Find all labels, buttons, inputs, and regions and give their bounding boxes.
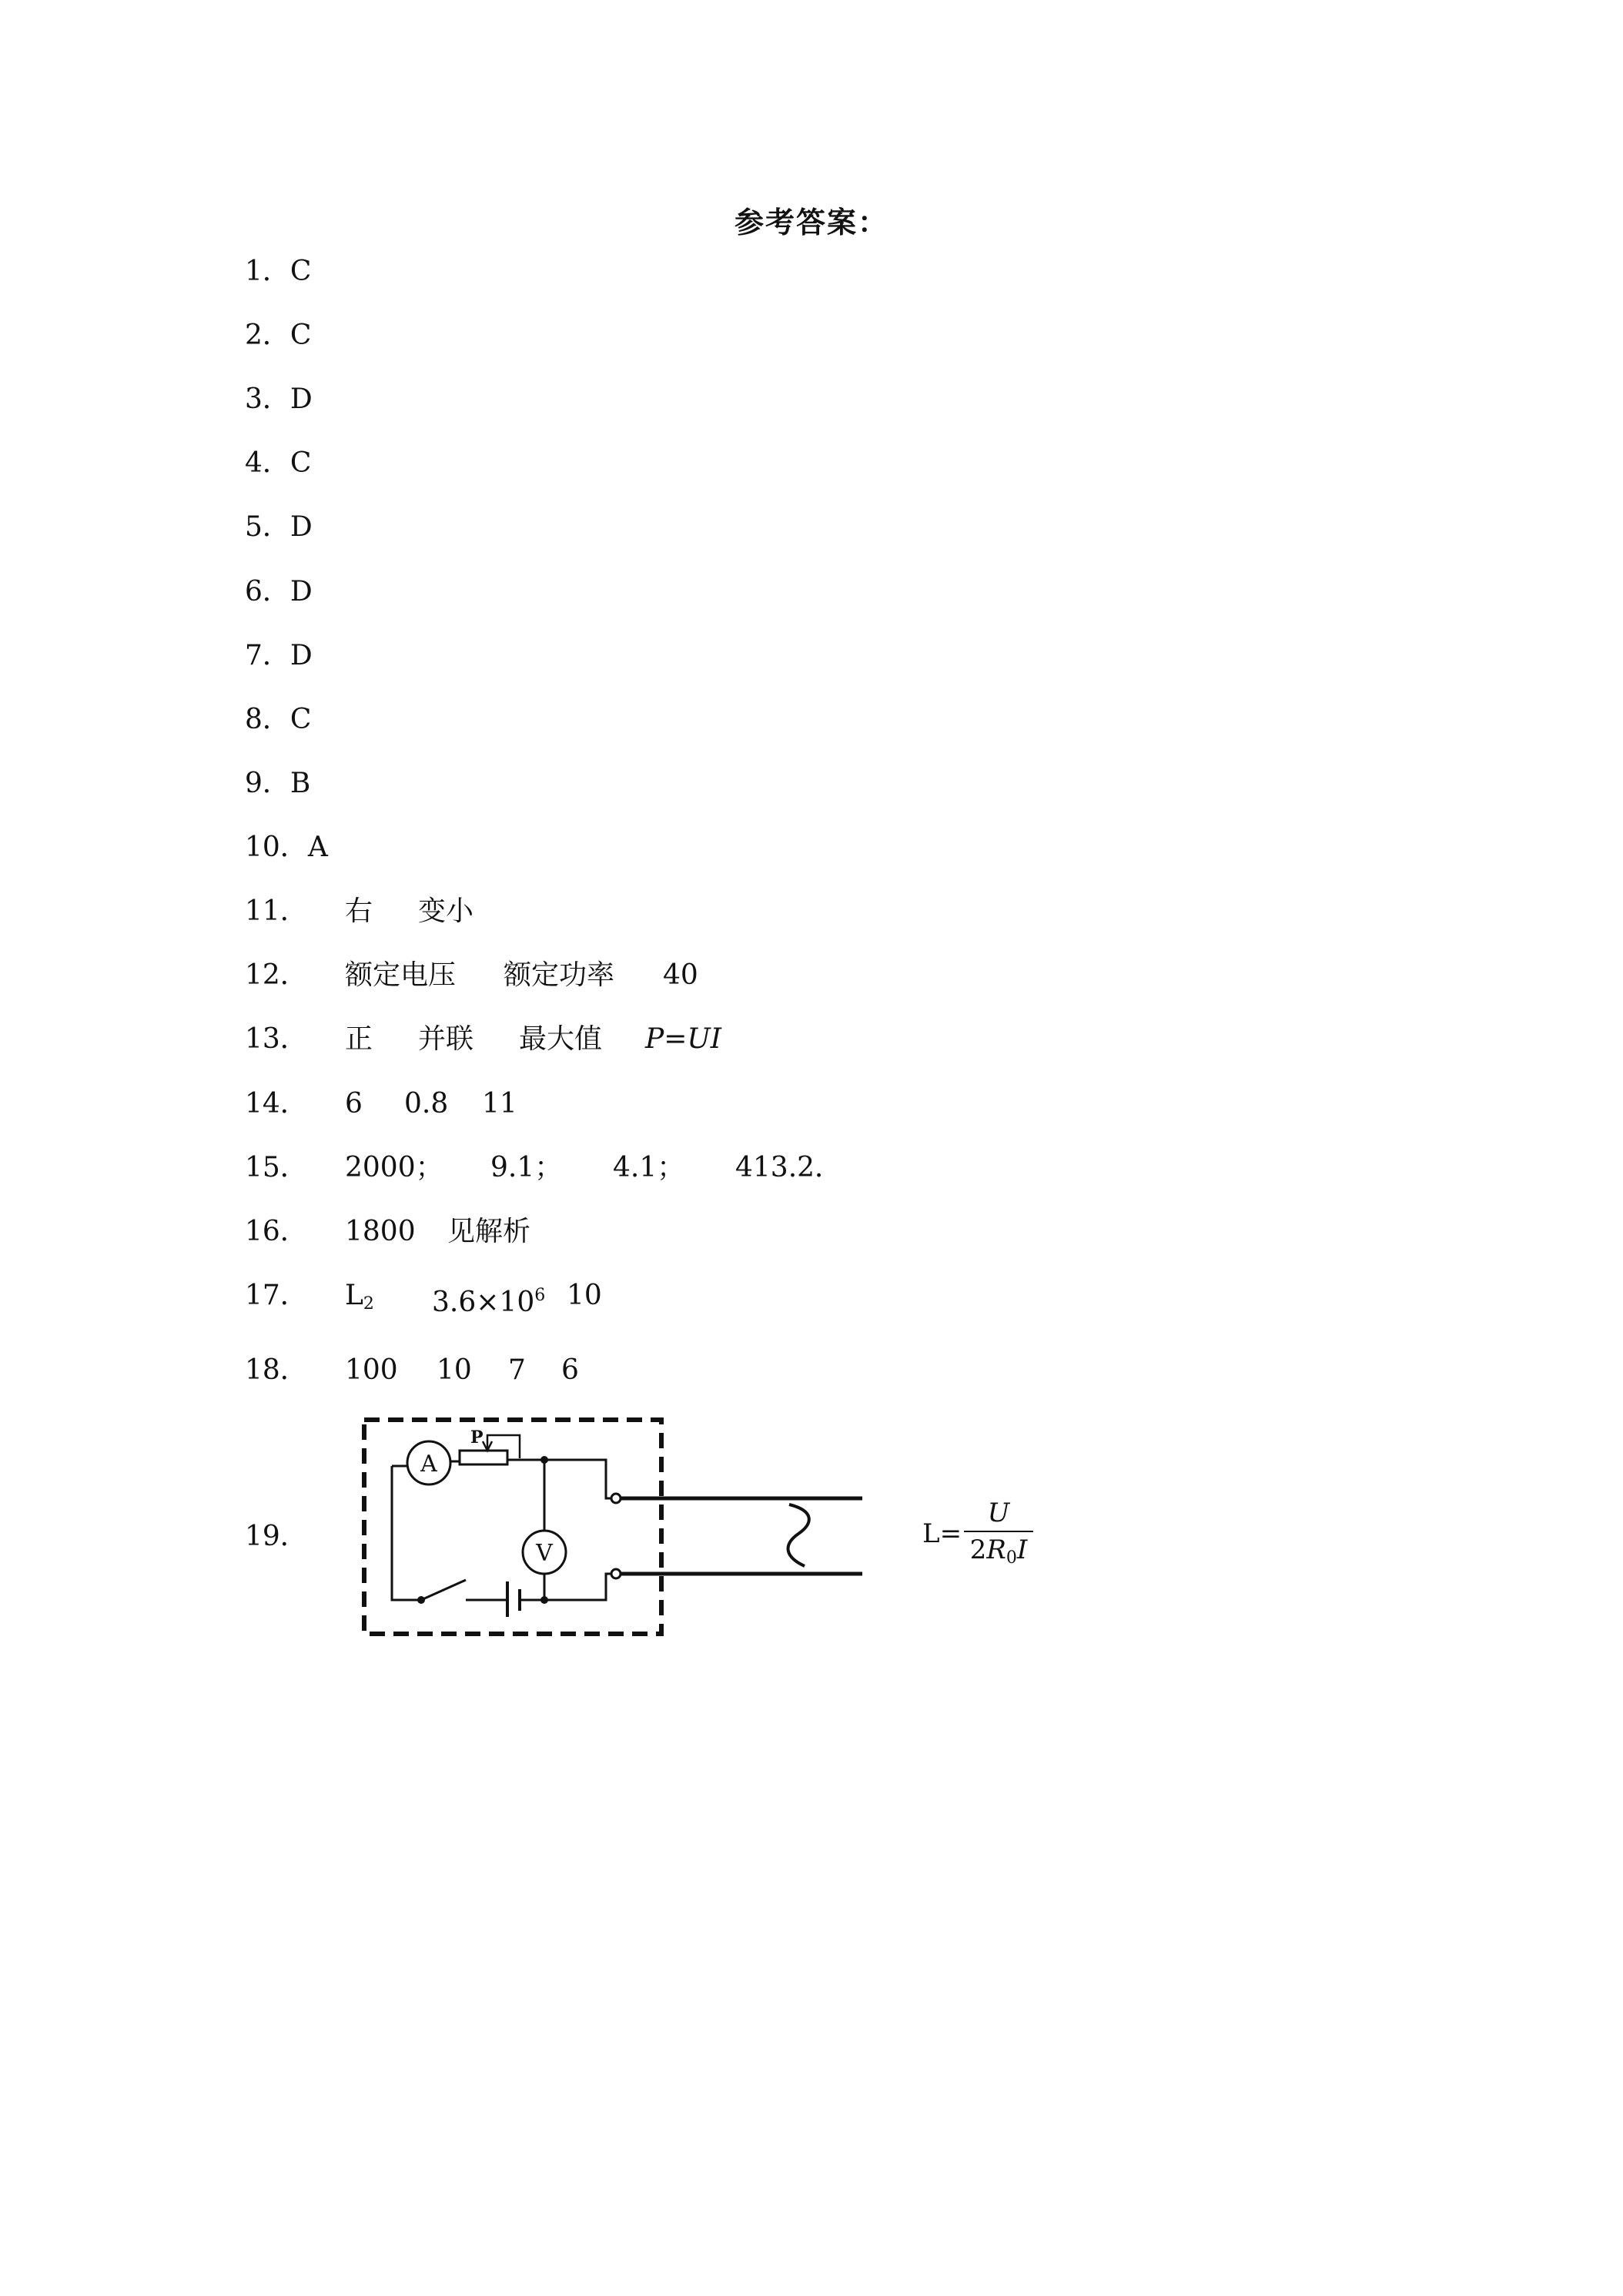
- answer-number: 15．: [245, 1152, 308, 1183]
- answer-number: 18．: [245, 1354, 308, 1386]
- answer-blank: 11: [482, 1088, 517, 1120]
- answer-value: C: [289, 320, 312, 351]
- answer-number: 12．: [245, 959, 308, 991]
- answer-blank: [432, 1276, 545, 1323]
- answer-blank: 正: [345, 1023, 373, 1055]
- battery-icon: [507, 1581, 520, 1617]
- answer-row-18: [245, 1350, 1400, 1391]
- answer-blank: [345, 1276, 374, 1324]
- energy-mantissa: 3.6×10: [432, 1287, 535, 1318]
- switch-icon: [421, 1580, 466, 1600]
- answer-blank: 6: [345, 1088, 363, 1120]
- page-title: 参考答案：: [734, 205, 888, 239]
- answer-number: 10．: [245, 832, 308, 863]
- answer-blank: 右: [345, 895, 373, 927]
- answer-row-11: [245, 892, 1400, 932]
- slider-label: P: [470, 1427, 484, 1448]
- formula-fraction: [964, 1495, 1033, 1568]
- formula-denominator: [964, 1532, 1033, 1568]
- answer-blank: 最大值: [519, 1023, 603, 1055]
- answer-formula: [645, 1019, 721, 1059]
- answer-blank: 4.1；: [613, 1152, 685, 1183]
- rheostat-icon: [460, 1451, 507, 1464]
- answer-value: B: [289, 768, 311, 799]
- answer-value: C: [289, 447, 312, 479]
- answer-row: [245, 764, 310, 804]
- answer-blank: 1800: [345, 1216, 416, 1247]
- answer-row-16: [245, 1212, 1400, 1252]
- formula-eq: =: [664, 1023, 688, 1055]
- answer-row: [245, 572, 313, 612]
- answer-number: 2．: [245, 320, 290, 351]
- answer-value: D: [289, 383, 313, 415]
- answer-number: 8．: [245, 704, 290, 735]
- wire-top-right: [544, 1460, 612, 1498]
- answer-row-17: [245, 1276, 1400, 1316]
- den-coefficient: 2: [969, 1535, 987, 1565]
- answer-number: 14．: [245, 1088, 308, 1120]
- answer-number: 7．: [245, 640, 290, 671]
- answer-blank: 并联: [418, 1023, 474, 1055]
- answer-blank: 7: [508, 1354, 526, 1386]
- energy-exponent: 6: [534, 1286, 546, 1305]
- answer-blank: 9.1；: [490, 1152, 563, 1183]
- answer-number: 1．: [245, 256, 290, 287]
- dashed-box: [364, 1420, 661, 1634]
- formula-p: P: [645, 1023, 664, 1055]
- answer-blank: 见解析: [447, 1216, 531, 1247]
- answer-row: [245, 507, 313, 547]
- answer-row: [245, 443, 311, 484]
- answer-number: 5．: [245, 511, 290, 543]
- answer-blank: 变小: [418, 895, 474, 927]
- answer-number: 13．: [245, 1023, 308, 1055]
- answer-blank: 0.8: [404, 1088, 449, 1120]
- answer-number: 6．: [245, 576, 290, 607]
- answer-row-15: [245, 1148, 1400, 1188]
- answer-number: 19．: [245, 1521, 308, 1552]
- answer-value: D: [289, 640, 313, 671]
- answer-number: 4．: [245, 447, 290, 479]
- answer-blank: 40: [663, 959, 698, 991]
- answer-number: 16．: [245, 1216, 308, 1247]
- wire-battery-node: [520, 1574, 612, 1600]
- den-resistance: R: [986, 1535, 1006, 1565]
- answer-number: 3．: [245, 383, 290, 415]
- answer-number: 11．: [245, 895, 308, 927]
- den-current: I: [1016, 1535, 1028, 1565]
- answer-number: 17．: [245, 1280, 308, 1311]
- answer-blank: 额定电压: [345, 959, 457, 991]
- answer-row: [245, 636, 313, 676]
- answer-value: A: [307, 832, 328, 863]
- formula-numerator: U: [987, 1498, 1010, 1528]
- answer-row: [245, 828, 328, 868]
- formula-lhs: L=: [922, 1518, 962, 1549]
- answer-blank: 10: [437, 1354, 472, 1386]
- answer-row: [245, 700, 311, 740]
- answer-blank: 413.2．: [735, 1152, 843, 1183]
- answer-blank: 100: [345, 1354, 398, 1386]
- answer-value: C: [289, 256, 312, 287]
- answer-blank: 6: [561, 1354, 579, 1386]
- answer-value: C: [289, 704, 312, 735]
- answer-row: [245, 316, 311, 356]
- answer-row-14: [245, 1084, 1400, 1124]
- answer-value: D: [289, 576, 313, 607]
- answer-row-12: [245, 956, 1400, 996]
- formula-ui: UI: [687, 1023, 721, 1055]
- lamp-label: L: [345, 1280, 363, 1311]
- answer-row-13: [245, 1019, 1400, 1059]
- answer-blank: 2000；: [345, 1152, 443, 1183]
- answer-row: [245, 252, 311, 292]
- answer-value: D: [289, 511, 313, 543]
- circuit-diagram: [358, 1415, 882, 1654]
- short-circuit-icon: [788, 1504, 809, 1566]
- terminal-icon: [611, 1569, 621, 1578]
- voltmeter-label: V: [536, 1540, 553, 1567]
- answer-blank: 10: [567, 1280, 602, 1311]
- lamp-subscript: 2: [363, 1294, 374, 1314]
- answer-blank: 额定功率: [504, 959, 615, 991]
- terminal-icon: [611, 1494, 621, 1503]
- ammeter-label: A: [420, 1451, 437, 1478]
- wire-left: [392, 1466, 421, 1600]
- answer-row: [245, 380, 313, 420]
- den-subscript: 0: [1006, 1548, 1017, 1568]
- answer-number: 9．: [245, 768, 290, 799]
